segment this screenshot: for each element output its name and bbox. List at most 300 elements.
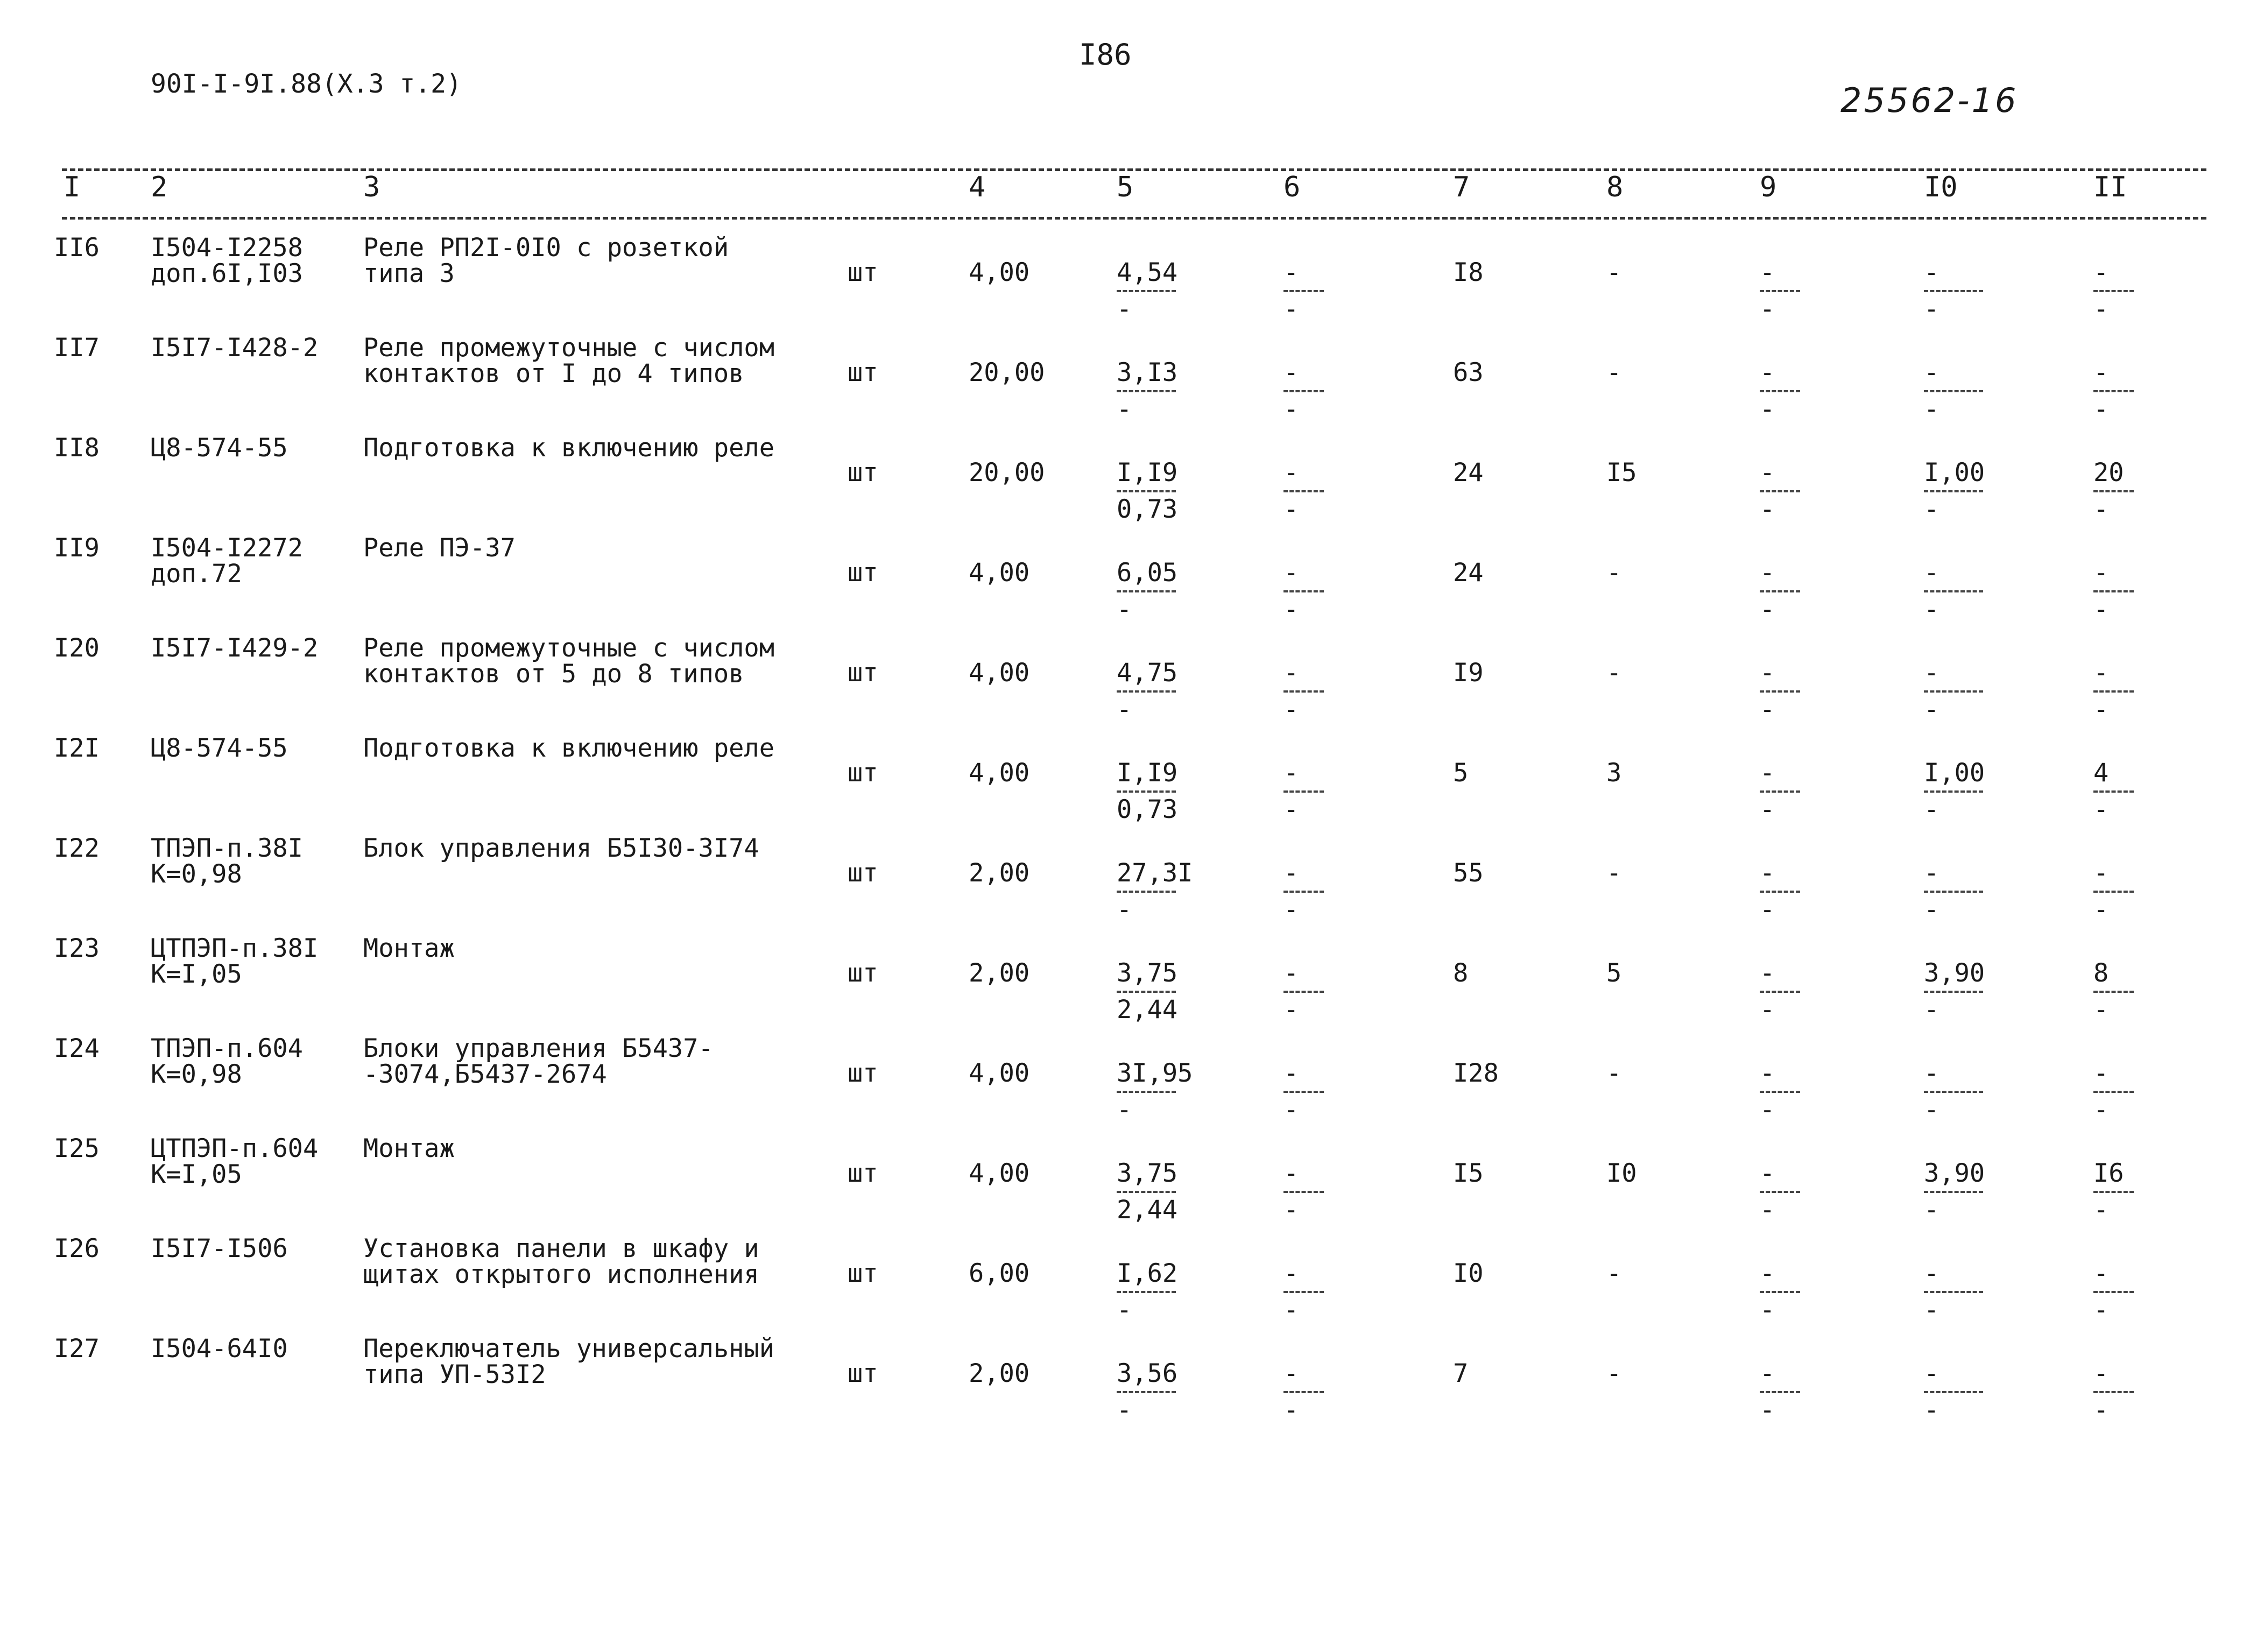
col6-fraction-denominator: -	[1283, 1295, 1299, 1325]
col11-fraction-denominator: -	[2093, 795, 2109, 824]
col9-fraction-bar	[1760, 790, 1800, 793]
col9-fraction	[1760, 1058, 1800, 1125]
col11-fraction-denominator: -	[2093, 394, 2109, 424]
cell-col9	[1760, 929, 1924, 1029]
cell-col7: I28	[1453, 1058, 1499, 1088]
col6-fraction-bar	[1283, 891, 1324, 893]
col5-fraction-bar	[1117, 891, 1176, 893]
col6-fraction-numerator: -	[1283, 1159, 1299, 1188]
col10-fraction	[1924, 1161, 1985, 1223]
cell-unit: шт	[848, 758, 878, 788]
cell-col10	[1924, 829, 2093, 929]
col9-fraction-denominator: -	[1760, 495, 1775, 524]
cell-col8: 5	[1606, 958, 1622, 988]
cell-col7: 24	[1453, 558, 1484, 588]
norm-code-line: доп.72	[151, 559, 242, 589]
cell-col9	[1760, 1230, 1924, 1330]
col11-fraction-numerator: -	[2093, 858, 2109, 888]
col5-fraction-denominator: -	[1117, 695, 1132, 724]
cell-work-name	[363, 929, 848, 1029]
col9-fraction	[1760, 958, 1800, 1025]
work-name-line: Установка панели в шкафу и	[363, 1234, 759, 1263]
cell-position-number: II9	[54, 533, 100, 563]
col11-fraction-denominator: -	[2093, 495, 2109, 524]
col5-fraction	[1117, 860, 1193, 923]
norm-code-line: К=I,05	[151, 1160, 242, 1189]
cell-col7: 55	[1453, 858, 1484, 888]
cell-position-number: I22	[54, 834, 100, 863]
col11-fraction	[2093, 460, 2134, 523]
cell-quantity: 4,00	[969, 758, 1030, 788]
col6-fraction-denominator: -	[1283, 995, 1299, 1025]
col11-fraction-bar	[2093, 590, 2134, 592]
col5-fraction-bar	[1117, 790, 1176, 793]
col11-fraction-numerator: -	[2093, 1058, 2109, 1088]
col10-fraction-denominator: -	[1924, 1295, 1939, 1325]
col9-fraction-denominator: -	[1760, 695, 1775, 724]
col11-fraction-bar	[2093, 1391, 2134, 1393]
col10-fraction-denominator: -	[1924, 895, 1939, 924]
col5-fraction-numerator: 4,75	[1117, 658, 1178, 688]
col6-fraction	[1283, 958, 1324, 1025]
cell-quantity: 20,00	[969, 458, 1045, 488]
col6-fraction-bar	[1283, 290, 1324, 292]
cell-norm-code	[151, 1029, 363, 1129]
cell-col9	[1760, 829, 1924, 929]
cell-col11	[2093, 229, 2212, 329]
col6-fraction	[1283, 360, 1324, 422]
work-name-line: Монтаж	[363, 934, 455, 963]
cell-norm-code	[151, 829, 363, 929]
col10-fraction-denominator: -	[1924, 1195, 1939, 1225]
cell-unit: шт	[848, 1058, 878, 1088]
col11-fraction-numerator: 8	[2093, 958, 2109, 988]
cell-quantity: 20,00	[969, 358, 1045, 387]
norm-code-line: Ц8-574-55	[151, 433, 288, 463]
col5-fraction-bar	[1117, 690, 1176, 693]
cell-col6	[1283, 329, 1453, 429]
cell-position-number: I27	[54, 1334, 100, 1364]
cell-col10	[1924, 629, 2093, 729]
col10-fraction-denominator: -	[1924, 394, 1939, 424]
table-row	[54, 229, 2212, 329]
work-name-line: Переключатель универсальный	[363, 1334, 775, 1364]
cell-norm-code	[151, 729, 363, 829]
col11-fraction-numerator: -	[2093, 358, 2109, 387]
col9-fraction-bar	[1760, 390, 1800, 392]
col11-fraction-bar	[2093, 490, 2134, 492]
col5-fraction	[1117, 1261, 1177, 1323]
cell-col11	[2093, 629, 2212, 729]
cell-work-name	[363, 729, 848, 829]
col6-fraction-numerator: -	[1283, 458, 1299, 488]
col11-fraction-bar	[2093, 1191, 2134, 1193]
col9-fraction-numerator: -	[1760, 1259, 1775, 1288]
col5-fraction	[1117, 1161, 1177, 1223]
col5-fraction-bar	[1117, 590, 1176, 592]
col5-fraction-denominator: -	[1117, 1095, 1132, 1125]
cell-col7: 24	[1453, 458, 1484, 488]
cell-col11	[2093, 829, 2212, 929]
norm-code-line: ТПЭП-п.604	[151, 1034, 303, 1063]
cell-col10	[1924, 1129, 2093, 1230]
column-header-2: 2	[151, 171, 168, 203]
col9-fraction-denominator: -	[1760, 294, 1775, 324]
col5-fraction-denominator: -	[1117, 1395, 1132, 1425]
col6-fraction-numerator: -	[1283, 1259, 1299, 1288]
cell-work-name	[363, 1330, 848, 1430]
col9-fraction-bar	[1760, 1391, 1800, 1393]
cell-quantity: 2,00	[969, 1359, 1030, 1388]
col11-fraction-bar	[2093, 790, 2134, 793]
col6-fraction-numerator: -	[1283, 258, 1299, 287]
col5-fraction	[1117, 460, 1177, 523]
cell-col9	[1760, 429, 1924, 529]
cell-col7: 5	[1453, 758, 1469, 788]
cell-work-name	[363, 329, 848, 429]
cell-col9	[1760, 629, 1924, 729]
table-row	[54, 1029, 2212, 1129]
cell-work-name	[363, 629, 848, 729]
col9-fraction-bar	[1760, 490, 1800, 492]
col9-fraction-denominator: -	[1760, 394, 1775, 424]
col9-fraction-bar	[1760, 690, 1800, 693]
col5-fraction-numerator: 3,75	[1117, 958, 1178, 988]
col6-fraction	[1283, 1161, 1324, 1223]
col5-fraction	[1117, 760, 1177, 823]
col5-fraction-numerator: I,62	[1117, 1259, 1178, 1288]
cell-col10	[1924, 1029, 2093, 1129]
col11-fraction	[2093, 560, 2134, 623]
col5-fraction-numerator: 6,05	[1117, 558, 1178, 588]
col6-fraction-bar	[1283, 790, 1324, 793]
column-header-3: 3	[363, 171, 380, 203]
column-header-11: II	[2093, 171, 2127, 203]
col11-fraction-bar	[2093, 690, 2134, 693]
cell-col6	[1283, 1129, 1453, 1230]
cell-col9	[1760, 329, 1924, 429]
work-name-line: контактов от 5 до 8 типов	[363, 659, 744, 689]
col9-fraction-bar	[1760, 991, 1800, 993]
cell-col6	[1283, 629, 1453, 729]
col11-fraction-denominator: -	[2093, 895, 2109, 924]
norm-code-line: ЦТПЭП-п.604	[151, 1134, 319, 1163]
cell-norm-code	[151, 929, 363, 1029]
col6-fraction-bar	[1283, 1191, 1324, 1193]
table-row	[54, 429, 2212, 529]
table-row	[54, 1129, 2212, 1230]
col9-fraction-numerator: -	[1760, 458, 1775, 488]
col10-fraction	[1924, 1058, 1983, 1125]
cell-col6	[1283, 229, 1453, 329]
col6-fraction-bar	[1283, 390, 1324, 392]
col10-fraction-bar	[1924, 490, 1983, 492]
work-name-line: Блоки управления Б5437-	[363, 1034, 714, 1063]
cell-col11	[2093, 929, 2212, 1029]
col10-fraction-numerator: I,00	[1924, 458, 1985, 488]
col5-fraction-numerator: 3,75	[1117, 1159, 1178, 1188]
col9-fraction-numerator: -	[1760, 358, 1775, 387]
col10-fraction-bar	[1924, 1391, 1983, 1393]
cell-unit: шт	[848, 558, 878, 588]
col5-fraction-bar	[1117, 390, 1176, 392]
col9-fraction	[1760, 360, 1800, 422]
cell-work-name	[363, 229, 848, 329]
cell-position-number: I26	[54, 1234, 100, 1263]
column-header-9: 9	[1760, 171, 1777, 203]
col5-fraction	[1117, 958, 1178, 1025]
cell-col8: -	[1606, 558, 1622, 588]
col10-fraction	[1924, 1261, 1983, 1323]
work-name-line: типа 3	[363, 259, 455, 288]
col10-fraction	[1924, 760, 1985, 823]
col6-fraction-numerator: -	[1283, 358, 1299, 387]
cell-quantity: 4,00	[969, 658, 1030, 688]
work-name-line: Реле РП2I-0I0 с розеткой	[363, 233, 729, 263]
cell-unit: шт	[848, 1359, 878, 1388]
cell-col9	[1760, 729, 1924, 829]
col11-fraction-bar	[2093, 1091, 2134, 1093]
col5-fraction-bar	[1117, 1091, 1176, 1093]
cell-position-number: I25	[54, 1134, 100, 1163]
cell-unit: шт	[848, 258, 878, 287]
col11-fraction-bar	[2093, 1291, 2134, 1293]
col9-fraction-denominator: -	[1760, 995, 1775, 1025]
cell-col11	[2093, 1230, 2212, 1330]
col6-fraction-denominator: -	[1283, 1195, 1299, 1225]
cell-col5	[1117, 929, 1283, 1029]
col11-fraction-denominator: -	[2093, 1095, 2109, 1125]
cell-col6	[1283, 529, 1453, 629]
cell-work-name	[363, 829, 848, 929]
col10-fraction-numerator: -	[1924, 1259, 1939, 1288]
norm-code-line: ЦТПЭП-п.38I	[151, 934, 319, 963]
col5-fraction-numerator: 3I,95	[1117, 1058, 1193, 1088]
col9-fraction	[1760, 1161, 1800, 1223]
norm-code-line: I504-I2258	[151, 233, 303, 263]
cell-quantity: 4,00	[969, 1159, 1030, 1188]
cell-col10	[1924, 329, 2093, 429]
cell-col7: 63	[1453, 358, 1484, 387]
col9-fraction-numerator: -	[1760, 958, 1775, 988]
col9-fraction-numerator: -	[1760, 258, 1775, 287]
col10-fraction-numerator: -	[1924, 558, 1939, 588]
col5-fraction-denominator: -	[1117, 595, 1132, 624]
col9-fraction	[1760, 1361, 1800, 1423]
specification-table	[54, 229, 2212, 1430]
col5-fraction	[1117, 1361, 1177, 1423]
work-name-line: Блок управления Б5I30-3I74	[363, 834, 759, 863]
col10-fraction	[1924, 1361, 1983, 1423]
col11-fraction-denominator: -	[2093, 595, 2109, 624]
col10-fraction-numerator: -	[1924, 858, 1939, 888]
cell-unit: шт	[848, 1159, 878, 1188]
col10-fraction-denominator: -	[1924, 795, 1939, 824]
cell-col5	[1117, 329, 1283, 429]
col10-fraction-denominator: -	[1924, 1395, 1939, 1425]
col5-fraction-denominator: 2,44	[1117, 1195, 1178, 1225]
cell-col7: 8	[1453, 958, 1469, 988]
col5-fraction	[1117, 660, 1177, 723]
norm-code-line: I5I7-I429-2	[151, 633, 319, 663]
work-name-line: Подготовка к включению реле	[363, 433, 775, 463]
col10-fraction-numerator: -	[1924, 358, 1939, 387]
cell-col8: -	[1606, 258, 1622, 287]
col9-fraction-denominator: -	[1760, 1295, 1775, 1325]
col6-fraction-denominator: -	[1283, 1395, 1299, 1425]
col10-fraction-denominator: -	[1924, 1095, 1939, 1125]
col10-fraction-denominator: -	[1924, 695, 1939, 724]
col6-fraction	[1283, 260, 1324, 322]
cell-norm-code	[151, 1230, 363, 1330]
col9-fraction-bar	[1760, 891, 1800, 893]
norm-code-line: Ц8-574-55	[151, 733, 288, 763]
cell-col8: -	[1606, 1058, 1622, 1088]
col10-fraction-numerator: 3,90	[1924, 958, 1985, 988]
norm-code-line: I5I7-I428-2	[151, 333, 319, 363]
cell-col6	[1283, 729, 1453, 829]
col10-fraction	[1924, 460, 1985, 523]
col9-fraction	[1760, 660, 1800, 723]
cell-col7: I9	[1453, 658, 1484, 688]
cell-unit: шт	[848, 958, 878, 988]
cell-col5	[1117, 1330, 1283, 1430]
cell-work-name	[363, 1029, 848, 1129]
col10-fraction-denominator: -	[1924, 995, 1939, 1025]
col5-fraction-numerator: I,I9	[1117, 758, 1178, 788]
col5-fraction-denominator: 0,73	[1117, 495, 1178, 524]
cell-col10	[1924, 729, 2093, 829]
col5-fraction-denominator: -	[1117, 895, 1132, 924]
col11-fraction	[2093, 260, 2134, 322]
cell-col11	[2093, 529, 2212, 629]
col5-fraction-bar	[1117, 290, 1176, 292]
col9-fraction-numerator: -	[1760, 1058, 1775, 1088]
cell-position-number: I20	[54, 633, 100, 663]
col11-fraction-bar	[2093, 991, 2134, 993]
col5-fraction-bar	[1117, 1291, 1176, 1293]
col10-fraction-bar	[1924, 790, 1983, 793]
cell-col5	[1117, 1029, 1283, 1129]
col5-fraction-numerator: 27,3I	[1117, 858, 1193, 888]
norm-code-line: доп.6I,I03	[151, 259, 303, 288]
cell-work-name	[363, 529, 848, 629]
cell-col7: I5	[1453, 1159, 1484, 1188]
cell-col9	[1760, 529, 1924, 629]
col6-fraction-bar	[1283, 1091, 1324, 1093]
work-name-line: контактов от I до 4 типов	[363, 359, 744, 389]
col6-fraction-denominator: -	[1283, 394, 1299, 424]
col11-fraction-bar	[2093, 290, 2134, 292]
col6-fraction-denominator: -	[1283, 495, 1299, 524]
cell-col11	[2093, 729, 2212, 829]
table-row	[54, 529, 2212, 629]
col10-fraction-numerator: 3,90	[1924, 1159, 1985, 1188]
cell-col10	[1924, 429, 2093, 529]
col11-fraction-bar	[2093, 390, 2134, 392]
col6-fraction-bar	[1283, 991, 1324, 993]
col11-fraction	[2093, 860, 2134, 923]
col10-fraction	[1924, 360, 1983, 422]
cell-unit: шт	[848, 358, 878, 387]
table-row	[54, 1230, 2212, 1330]
cell-col9	[1760, 1129, 1924, 1230]
cell-norm-code	[151, 329, 363, 429]
col11-fraction-numerator: -	[2093, 1359, 2109, 1388]
cell-work-name	[363, 1129, 848, 1230]
col11-fraction	[2093, 1261, 2134, 1323]
cell-col11	[2093, 329, 2212, 429]
cell-col11	[2093, 1330, 2212, 1430]
table-row	[54, 929, 2212, 1029]
cell-norm-code	[151, 429, 363, 529]
table-row	[54, 1330, 2212, 1430]
table-row	[54, 329, 2212, 429]
col11-fraction	[2093, 1161, 2134, 1223]
work-name-line: -3074,Б5437-2674	[363, 1060, 607, 1089]
cell-col8: -	[1606, 1259, 1622, 1288]
col10-fraction-denominator: -	[1924, 595, 1939, 624]
cell-unit: шт	[848, 1259, 878, 1288]
col9-fraction-denominator: -	[1760, 895, 1775, 924]
cell-position-number: II7	[54, 333, 100, 363]
col11-fraction-numerator: -	[2093, 558, 2109, 588]
work-name-line: Реле промежуточные с числом	[363, 333, 775, 363]
col10-fraction	[1924, 860, 1983, 923]
col5-fraction-numerator: 3,I3	[1117, 358, 1178, 387]
cell-position-number: I2I	[54, 733, 100, 763]
norm-code-line: ТПЭП-п.38I	[151, 834, 303, 863]
col10-fraction	[1924, 260, 1983, 322]
work-name-line: Реле промежуточные с числом	[363, 633, 775, 663]
cell-unit: шт	[848, 658, 878, 688]
col9-fraction-numerator: -	[1760, 1359, 1775, 1388]
cell-col8: 3	[1606, 758, 1622, 788]
col6-fraction-numerator: -	[1283, 758, 1299, 788]
cell-col5	[1117, 629, 1283, 729]
col11-fraction-denominator: -	[2093, 1395, 2109, 1425]
col6-fraction-denominator: -	[1283, 795, 1299, 824]
cell-col10	[1924, 1330, 2093, 1430]
col11-fraction-denominator: -	[2093, 695, 2109, 724]
cell-position-number: I23	[54, 934, 100, 963]
col9-fraction	[1760, 560, 1800, 623]
col10-fraction-numerator: I,00	[1924, 758, 1985, 788]
col11-fraction	[2093, 1361, 2134, 1423]
col5-fraction-denominator: -	[1117, 394, 1132, 424]
col5-fraction-denominator: 2,44	[1117, 995, 1178, 1025]
col9-fraction-bar	[1760, 1091, 1800, 1093]
work-name-line: типа УП-53I2	[363, 1360, 546, 1389]
cell-col5	[1117, 829, 1283, 929]
col11-fraction-denominator: -	[2093, 995, 2109, 1025]
col9-fraction-bar	[1760, 290, 1800, 292]
col10-fraction-bar	[1924, 891, 1983, 893]
cell-col5	[1117, 729, 1283, 829]
col6-fraction	[1283, 560, 1324, 623]
cell-quantity: 2,00	[969, 858, 1030, 888]
cell-col5	[1117, 529, 1283, 629]
col11-fraction-numerator: -	[2093, 1259, 2109, 1288]
norm-code-line: К=0,98	[151, 1060, 242, 1089]
cell-col8: I5	[1606, 458, 1637, 488]
cell-col5	[1117, 1230, 1283, 1330]
cell-quantity: 4,00	[969, 1058, 1030, 1088]
cell-col8: -	[1606, 358, 1622, 387]
col9-fraction-denominator: -	[1760, 1395, 1775, 1425]
col10-fraction-bar	[1924, 390, 1983, 392]
col6-fraction	[1283, 760, 1324, 823]
